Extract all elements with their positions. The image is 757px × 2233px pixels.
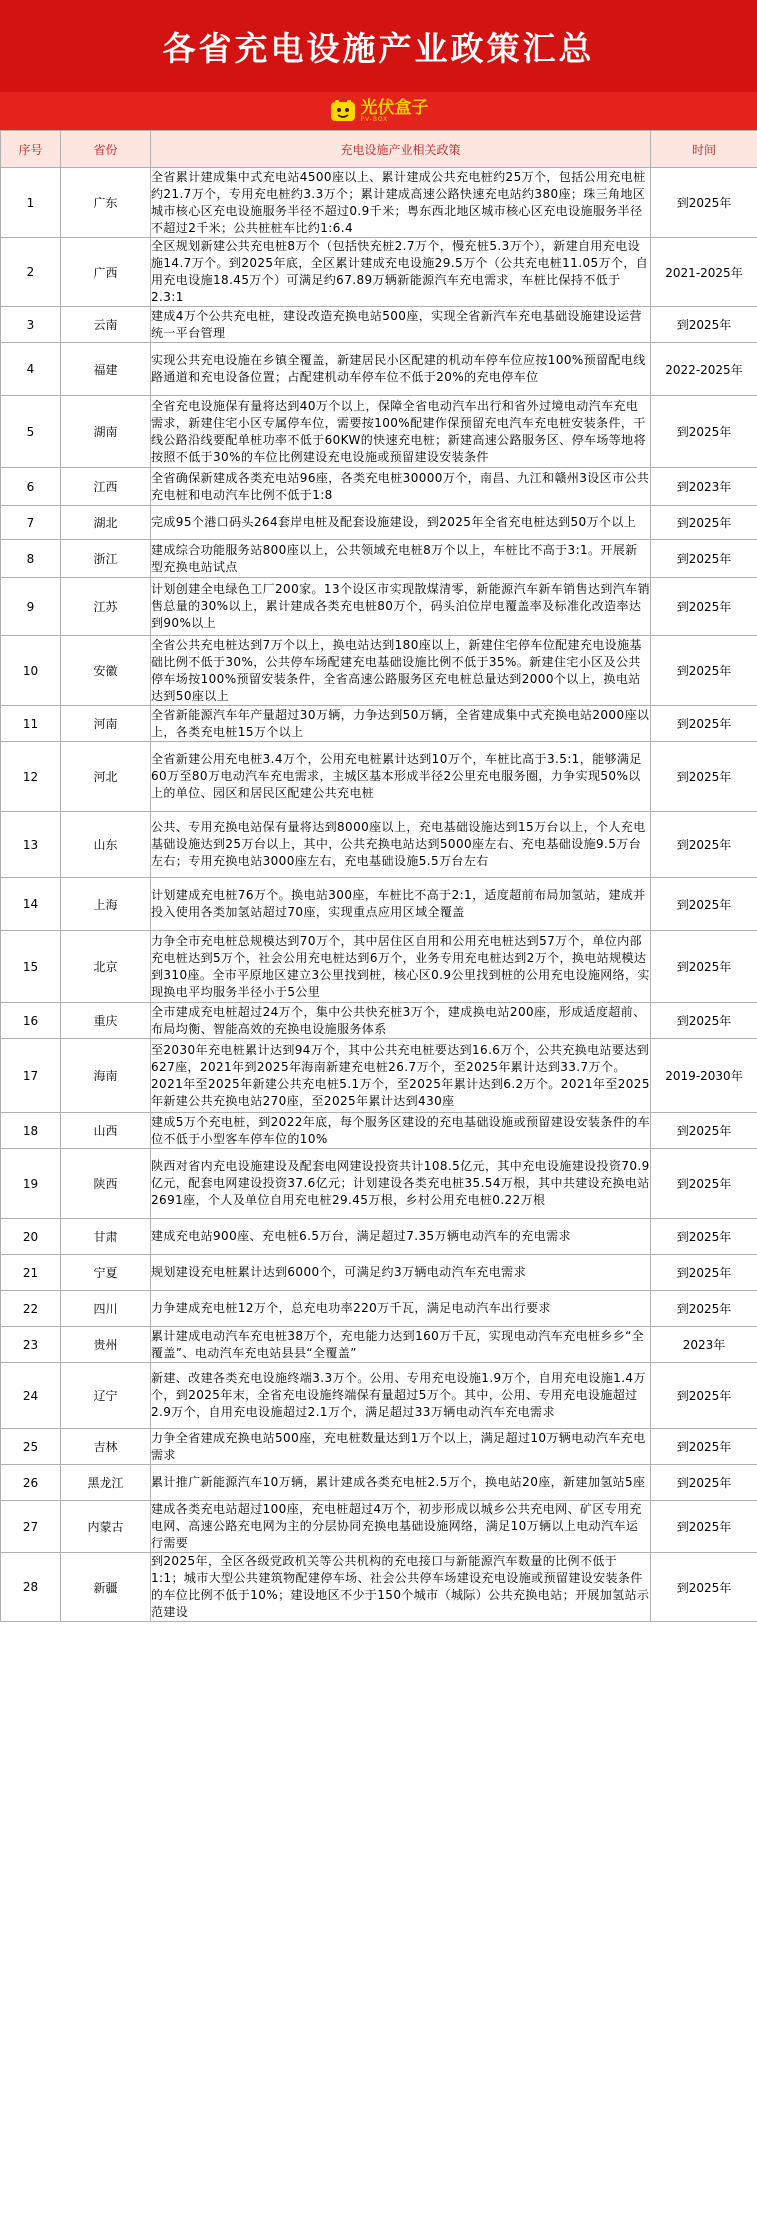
logo-strip — [0, 92, 757, 130]
policy-cell: 建成充电站900座、充电桩6.5万台，满足超过7.35万辆电动汽车的充电需求 — [151, 1219, 651, 1255]
policy-cell: 规划建设充电桩累计达到6000个，可满足约3万辆电动汽车充电需求 — [151, 1255, 651, 1291]
province-cell: 河北 — [61, 742, 151, 812]
province-cell: 广东 — [61, 168, 151, 238]
table-row — [1, 540, 757, 578]
period-cell: 到2025年 — [651, 1113, 757, 1149]
table-row — [1, 1501, 757, 1553]
policy-cell: 累计推广新能源汽车10万辆，累计建成各类充电桩2.5万个，换电站20座，新建加氢站5座 — [151, 1465, 651, 1501]
row-number: 6 — [1, 468, 61, 506]
period-cell: 到2025年 — [651, 1465, 757, 1501]
table-row — [1, 1553, 757, 1622]
title-bar — [0, 0, 757, 92]
table-row — [1, 1113, 757, 1149]
province-cell: 内蒙古 — [61, 1501, 151, 1553]
period-cell: 到2025年 — [651, 307, 757, 343]
row-number: 4 — [1, 343, 61, 396]
period-cell: 2023年 — [651, 1327, 757, 1363]
province-cell: 吉林 — [61, 1429, 151, 1465]
policy-cell: 公共、专用充换电站保有量将达到8000座以上，充电基础设施达到15万台以上，个人充电基础设施达到25万台以上，其中，公共充换电站达到5000座左右、充电基础设施9.5万台左右；专用充换电站3000座左右，充电基础设施5.5万台左右 — [151, 812, 651, 878]
policy-cell: 到2025年，全区各级党政机关等公共机构的充电接口与新能源汽车数量的比例不低于1:1；城市大型公共建筑物配建停车场、社会公共停车场建设充电设施或预留建设安装条件的车位比例不低于10%；建设地区不少于150个城市（城际）公共充换电站；开展加氢站示范建设 — [151, 1553, 651, 1622]
period-cell: 到2025年 — [651, 1553, 757, 1622]
row-number: 26 — [1, 1465, 61, 1501]
period-cell: 到2025年 — [651, 1219, 757, 1255]
row-number: 25 — [1, 1429, 61, 1465]
logo-name: 光伏盒子 — [360, 97, 429, 118]
province-cell: 浙江 — [61, 540, 151, 578]
province-cell: 福建 — [61, 343, 151, 396]
period-cell: 到2025年 — [651, 1501, 757, 1553]
province-cell: 山西 — [61, 1113, 151, 1149]
policy-table — [0, 130, 757, 1622]
row-number: 2 — [1, 238, 61, 307]
period-cell: 到2023年 — [651, 468, 757, 506]
policy-cell: 全省确保新建成各类充电站96座，各类充电桩30000万个，南昌、九江和赣州3设区市公共充电桩和电动汽车比例不低于1:8 — [151, 468, 651, 506]
policy-cell: 建成5万个充电桩，到2022年底，每个服务区建设的充电基础设施或预留建设安装条件的车位不低于小型客车停车位的10% — [151, 1113, 651, 1149]
table-row — [1, 1149, 757, 1219]
province-cell: 河南 — [61, 706, 151, 742]
policy-cell: 全省新能源汽车年产量超过30万辆，力争达到50万辆，全省建成集中式充换电站2000座以上，各类充电桩15万个以上 — [151, 706, 651, 742]
province-cell: 北京 — [61, 931, 151, 1003]
policy-cell: 力争建成充电桩12万个，总充电功率220万千瓦，满足电动汽车出行要求 — [151, 1291, 651, 1327]
period-cell: 2021-2025年 — [651, 238, 757, 307]
period-cell: 到2025年 — [651, 742, 757, 812]
row-number: 8 — [1, 540, 61, 578]
column-header-number: 序号 — [1, 131, 61, 168]
period-cell: 到2025年 — [651, 168, 757, 238]
policy-cell: 完成95个港口码头264套岸电桩及配套设施建设，到2025年全省充电桩达到50万个以上 — [151, 506, 651, 540]
column-header-period: 时间 — [651, 131, 757, 168]
province-cell: 海南 — [61, 1039, 151, 1113]
row-number: 23 — [1, 1327, 61, 1363]
table-row — [1, 812, 757, 878]
row-number: 16 — [1, 1003, 61, 1039]
period-cell: 到2025年 — [651, 1291, 757, 1327]
province-cell: 重庆 — [61, 1003, 151, 1039]
table-row — [1, 168, 757, 238]
province-cell: 黑龙江 — [61, 1465, 151, 1501]
province-cell: 山东 — [61, 812, 151, 878]
period-cell: 到2025年 — [651, 1149, 757, 1219]
table-row — [1, 238, 757, 307]
row-number: 5 — [1, 396, 61, 468]
province-cell: 贵州 — [61, 1327, 151, 1363]
policy-cell: 累计建成电动汽车充电桩38万个，充电能力达到160万千瓦，实现电动汽车充电桩乡乡“全覆盖”、电动汽车充电站县县“全覆盖” — [151, 1327, 651, 1363]
table-row — [1, 1039, 757, 1113]
row-number: 28 — [1, 1553, 61, 1622]
policy-cell: 建成4万个公共充电桩，建设改造充换电站500座，实现全省新汽车充电基础设施建设运营统一平台管理 — [151, 307, 651, 343]
period-cell: 到2025年 — [651, 506, 757, 540]
period-cell: 到2025年 — [651, 578, 757, 636]
table-header-row — [1, 131, 757, 168]
period-cell: 2019-2030年 — [651, 1039, 757, 1113]
period-cell: 到2025年 — [651, 931, 757, 1003]
policy-cell: 全省充电设施保有量将达到40万个以上，保障全省电动汽车出行和省外过境电动汽车充电需求，新建住宅小区专属停车位，需要按100%配建作保预留充电汽车充电桩安装条件，干线公路沿线要配单桩功率不低于60KW的快速充电桩；新建高速公路服务区、停车场等地将按照不低于30%的车位比例建设充电设施或预留建设安装条件 — [151, 396, 651, 468]
table-row — [1, 396, 757, 468]
row-number: 19 — [1, 1149, 61, 1219]
row-number: 7 — [1, 506, 61, 540]
table-row — [1, 468, 757, 506]
row-number: 20 — [1, 1219, 61, 1255]
row-number: 14 — [1, 878, 61, 931]
policy-cell: 建成综合功能服务站800座以上，公共领域充电桩8万个以上，车桩比不高于3:1。开展新型充换电站试点 — [151, 540, 651, 578]
row-number: 10 — [1, 636, 61, 706]
policy-cell: 全区规划新建公共充电桩8万个（包括快充桩2.7万个，慢充桩5.3万个），新建自用充电设施14.7万个。到2025年底，全区累计建成充电设施29.5万个（公共充电桩11.05万个，自用充电设施18.45万个）可满足约67.89万辆新能源汽车充电需求，车桩比保持不低于2.3:1 — [151, 238, 651, 307]
policy-cell: 新建、改建各类充电设施终端3.3万个。公用、专用充电设施1.9万个，自用充电设施1.4万个，到2025年末，全省充电设施终端保有量超过5万个。其中，公用、专用充电设施超过2.9万个，自用充电设施超过2.1万个，满足超过33万辆电动汽车充电需求 — [151, 1363, 651, 1429]
province-cell: 云南 — [61, 307, 151, 343]
column-header-province: 省份 — [61, 131, 151, 168]
policy-cell: 力争全省建成充换电站500座，充电桩数量达到1万个以上，满足超过10万辆电动汽车充电需求 — [151, 1429, 651, 1465]
province-cell: 宁夏 — [61, 1255, 151, 1291]
pv-box-logo-icon — [329, 99, 357, 123]
policy-cell: 实现公共充电设施在乡镇全覆盖，新建居民小区配建的机动车停车位应按100%预留配电线路通道和充电设备位置；占配建机动车停车位不低于20%的充电停车位 — [151, 343, 651, 396]
policy-cell: 至2030年充电桩累计达到94万个，其中公共充电桩要达到16.6万个，公共充换电站要达到627座，2021年到2025年海南新建充电桩26.7万个，至2025年累计达到33.7万个。2021年至2025年新建公共充电桩5.1万个，至2025年累计达到6.2万个。2021年至2025年新建公共充换电站270座，至2025年累计达到430座 — [151, 1039, 651, 1113]
table-row — [1, 1219, 757, 1255]
period-cell: 到2025年 — [651, 1363, 757, 1429]
period-cell: 到2025年 — [651, 1255, 757, 1291]
logo-subtitle: PV-BOX — [360, 115, 389, 123]
policy-cell: 全省公共充电桩达到7万个以上，换电站达到180座以上，新建住宅停车位配建充电设施基础比例不低于30%，公共停车场配建充电基础设施比例不低于35%。新建住宅小区及公共停车场按100%预留安装条件，全省高速公路服务区充电桩总量达到2000个以上，换电站达到50座以上 — [151, 636, 651, 706]
province-cell: 江苏 — [61, 578, 151, 636]
period-cell: 2022-2025年 — [651, 343, 757, 396]
policy-cell: 陕西对省内充电设施建设及配套电网建设投资共计108.5亿元，其中充电设施建设投资70.9亿元，配套电网建设投资37.6亿元；计划建设各类充电桩35.54万根，其中共建设充换电站2691座，个人及单位自用充电桩29.45万根，乡村公用充电桩0.22万根 — [151, 1149, 651, 1219]
province-cell: 陕西 — [61, 1149, 151, 1219]
policy-cell: 全市建成充电桩超过24万个，集中公共快充桩3万个，建成换电站200座，形成适度超前、布局均衡、智能高效的充换电设施服务体系 — [151, 1003, 651, 1039]
policy-cell: 全省新建公用充电桩3.4万个，公用充电桩累计达到10万个，车桩比高于3.5:1，能够满足60万至80万电动汽车充电需求，主城区基本形成半径2公里充电服务圈，力争实现50%以上的单位、园区和居民区配建公共充电桩 — [151, 742, 651, 812]
table-row — [1, 931, 757, 1003]
province-cell: 江西 — [61, 468, 151, 506]
period-cell: 到2025年 — [651, 1003, 757, 1039]
table-row — [1, 1255, 757, 1291]
row-number: 18 — [1, 1113, 61, 1149]
period-cell: 到2025年 — [651, 878, 757, 931]
row-number: 13 — [1, 812, 61, 878]
table-row — [1, 343, 757, 396]
row-number: 11 — [1, 706, 61, 742]
row-number: 1 — [1, 168, 61, 238]
row-number: 27 — [1, 1501, 61, 1553]
policy-cell: 计划建成充电桩76万个。换电站300座，车桩比不高于2:1，适度超前布局加氢站，建成并投入使用各类加氢站超过70座，实现重点应用区域全覆盖 — [151, 878, 651, 931]
policy-cell: 计划创建全电绿色工厂200家。13个设区市实现散煤清零，新能源汽车新车销售达到汽车销售总量的30%以上，累计建成各类充电桩80万个，码头泊位岸电覆盖率及标准化改造率达到90%以上 — [151, 578, 651, 636]
province-cell: 上海 — [61, 878, 151, 931]
province-cell: 广西 — [61, 238, 151, 307]
period-cell: 到2025年 — [651, 812, 757, 878]
province-cell: 湖南 — [61, 396, 151, 468]
table-row — [1, 1291, 757, 1327]
province-cell: 新疆 — [61, 1553, 151, 1622]
policy-table-body — [1, 168, 757, 1622]
table-row — [1, 1363, 757, 1429]
table-row — [1, 706, 757, 742]
table-row — [1, 1465, 757, 1501]
period-cell: 到2025年 — [651, 1429, 757, 1465]
table-row — [1, 636, 757, 706]
table-row — [1, 1003, 757, 1039]
province-cell: 湖北 — [61, 506, 151, 540]
row-number: 9 — [1, 578, 61, 636]
period-cell: 到2025年 — [651, 396, 757, 468]
table-row — [1, 1429, 757, 1465]
table-row — [1, 1327, 757, 1363]
table-row — [1, 578, 757, 636]
row-number: 17 — [1, 1039, 61, 1113]
row-number: 15 — [1, 931, 61, 1003]
brand-logo — [329, 99, 429, 123]
column-header-policy: 充电设施产业相关政策 — [151, 131, 651, 168]
policy-cell: 全省累计建成集中式充电站4500座以上、累计建成公共充电桩约25万个，包括公用充电桩约21.7万个，专用充电桩约3.3万个；累计建成高速公路快速充电站约380座；珠三角地区城市核心区充电设施服务半径不超过0.9千米；粤东西北地区城市核心区充电设施服务半径不超过2千米；公共桩桩车比约1:6.4 — [151, 168, 651, 238]
row-number: 12 — [1, 742, 61, 812]
province-cell: 辽宁 — [61, 1363, 151, 1429]
policy-cell: 建成各类充电站超过100座，充电桩超过4万个，初步形成以城乡公共充电网、矿区专用充电网、高速公路充电网为主的分层协同充换电基础设施网络，满足10万辆以上电动汽车运行需要 — [151, 1501, 651, 1553]
period-cell: 到2025年 — [651, 706, 757, 742]
row-number: 3 — [1, 307, 61, 343]
period-cell: 到2025年 — [651, 540, 757, 578]
row-number: 22 — [1, 1291, 61, 1327]
province-cell: 甘肃 — [61, 1219, 151, 1255]
province-cell: 四川 — [61, 1291, 151, 1327]
row-number: 21 — [1, 1255, 61, 1291]
table-row — [1, 742, 757, 812]
table-row — [1, 506, 757, 540]
policy-cell: 力争全市充电桩总规模达到70万个，其中居住区自用和公用充电桩达到57万个，单位内部充电桩达到5万个，社会公用充电桩达到6万个，业务专用充电桩达到2万个，换电站规模达到310座。全市平原地区建立3公里找到桩，核心区0.9公里找到桩的公用充电设施网络，实现换电平均服务半径小于5公里 — [151, 931, 651, 1003]
page-title: 各省充电设施产业政策汇总 — [162, 28, 595, 68]
table-row — [1, 878, 757, 931]
row-number: 24 — [1, 1363, 61, 1429]
table-row — [1, 307, 757, 343]
period-cell: 到2025年 — [651, 636, 757, 706]
province-cell: 安徽 — [61, 636, 151, 706]
